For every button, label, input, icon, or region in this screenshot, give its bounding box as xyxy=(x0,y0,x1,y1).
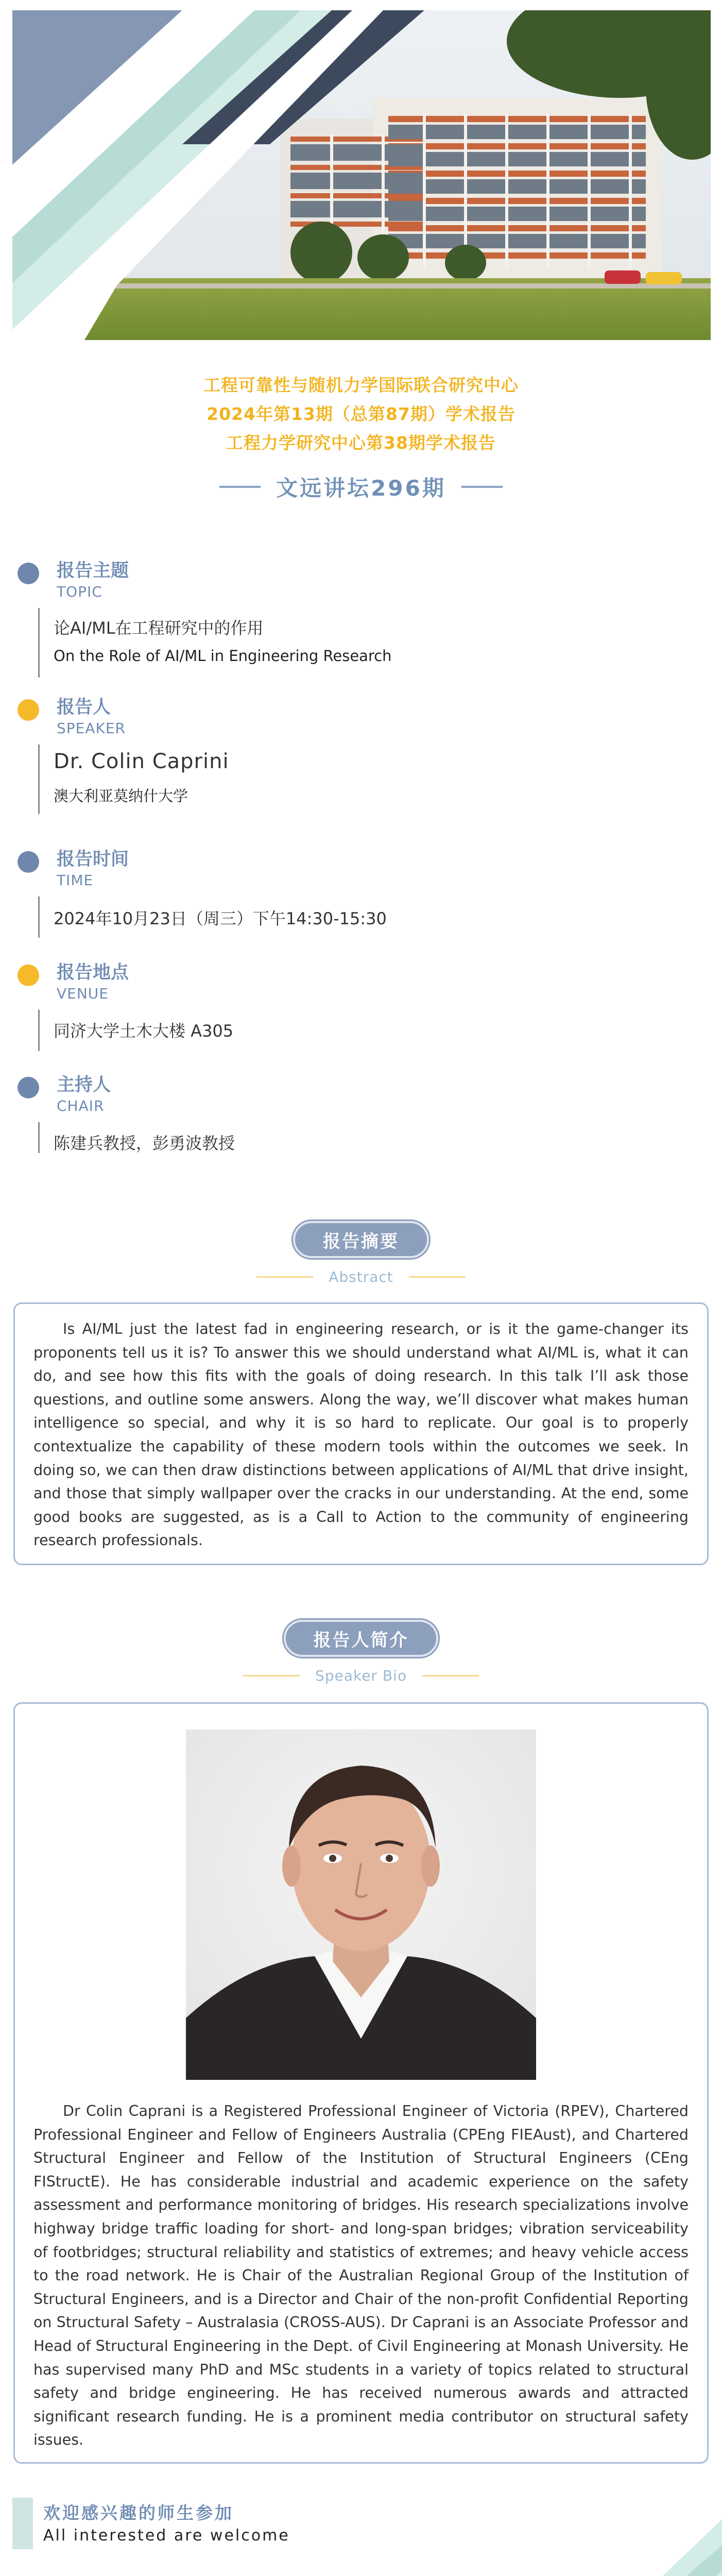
issue-title: 2024年第13期（总第87期）学术报告 xyxy=(207,404,515,424)
welcome-note xyxy=(12,2498,424,2549)
time-label: 报告时间 xyxy=(57,849,129,870)
forum-title: 文远讲坛296期 xyxy=(276,476,446,501)
abstract-card xyxy=(13,1302,709,1565)
speaker-block xyxy=(15,693,695,832)
divider-line xyxy=(38,608,40,677)
venue-value: 同济大学土木大楼 A305 xyxy=(54,1021,234,1041)
bio-text: Dr Colin Caprani is a Registered Professional Engineer of Victoria (RPEV), Chartered Professional Engineer and Fellow of Engineers Australia (CPEng FIEAust), and Chartered Structural Engineer and Fellow of the Institution of Structural Engineers (CEng FIStructE). He has considerable industrial and academic experience on the safety assessment and performance monitoring of bridges. His research specializations involve highway bridge traffic loading for short- and long-span bridges; vibration serviceability of footbridges; structural reliability and statistics of extremes; and heavy vehicle access to the road network. He is Chair of the Australian Regional Group of the Institution of Structural Engineers, and is a Director and Chair of the non-profit Confidential Reporting on Structural Safety – Australasia (CROSS-AUS). Dr Caprani is an Associate Professor and Head of Structural Engineering in the Dept. of Civil Engineering at Monash University. He has supervised many PhD and MSc students in a variety of topics related to structural safety and bridge engineering. He has received numerous awards and attracted significant research funding. He is a prominent media contributor on structural safety issues. xyxy=(33,2103,689,2449)
time-label-en: TIME xyxy=(57,872,94,889)
accent-bar xyxy=(12,2498,33,2549)
welcome-cn: 欢迎感兴趣的师生参加 xyxy=(43,2503,234,2523)
sub-center-title: 工程力学研究中心第38期学术报告 xyxy=(226,433,496,453)
venue-label: 报告地点 xyxy=(57,962,129,983)
chair-block xyxy=(15,1071,695,1174)
abstract-header xyxy=(0,1221,722,1288)
chair-label-en: CHAIR xyxy=(57,1097,105,1114)
time-value: 2024年10月23日（周三）下午14:30-15:30 xyxy=(54,909,387,928)
abstract-title-en: Abstract xyxy=(329,1268,393,1285)
bio-card xyxy=(13,1702,709,2464)
center-title: 工程可靠性与随机力学国际联合研究中心 xyxy=(203,375,519,395)
speaker-name: Dr. Colin Caprini xyxy=(54,750,229,773)
bullet-dot-icon xyxy=(18,699,39,721)
abstract-title: 报告摘要 xyxy=(293,1221,429,1258)
speaker-label: 报告人 xyxy=(57,697,111,718)
divider-right xyxy=(422,1675,479,1676)
topic-label-en: TOPIC xyxy=(57,583,102,600)
divider-line xyxy=(38,1010,40,1051)
divider-left xyxy=(219,486,261,488)
divider-line xyxy=(38,744,40,814)
divider-right xyxy=(409,1276,466,1278)
bullet-dot-icon xyxy=(18,1077,39,1098)
divider-line xyxy=(38,1122,40,1153)
topic-label: 报告主题 xyxy=(57,561,129,581)
intro-titles xyxy=(0,371,722,457)
time-block xyxy=(15,845,695,948)
topic-value-en: On the Role of AI/ML in Engineering Research xyxy=(54,647,392,665)
divider-left xyxy=(243,1675,300,1676)
venue-block xyxy=(15,958,695,1061)
venue-label-en: VENUE xyxy=(57,985,109,1002)
speaker-photo xyxy=(186,1730,536,2080)
bullet-dot-icon xyxy=(18,964,39,986)
chair-value: 陈建兵教授，彭勇波教授 xyxy=(54,1133,235,1153)
welcome-en: All interested are welcome xyxy=(43,2527,290,2545)
chair-label: 主持人 xyxy=(57,1075,111,1095)
divider-line xyxy=(38,896,40,938)
speaker-affiliation: 澳大利亚莫纳什大学 xyxy=(54,787,188,805)
topic-block xyxy=(15,556,695,696)
abstract-text: Is AI/ML just the latest fad in engineering research, or is it the game-changer its proponents tell us it is? To answer this we should understand what AI/ML is, what it can do, and see how this fits with the goals of doing research. In this talk I’ll ask those questions, and outline some answers. Along the way, we’ll discover what makes human intelligence so special, and why it is so hard to replicate. Our goal is to properly contextualize the capability of these modern tools within the outcomes we seek. In doing so, we can then draw distinctions between applications of AI/ML that drive insight, and those that simply wallpaper over the cracks in our understanding. At the end, some good books are suggested, as is a Call to Action to the community of engineering research professionals. xyxy=(33,1320,689,1549)
bio-header xyxy=(0,1620,722,1687)
hero-banner xyxy=(12,10,711,340)
bio-title-en: Speaker Bio xyxy=(315,1667,407,1684)
hero-image xyxy=(12,10,711,340)
bullet-dot-icon xyxy=(18,563,39,584)
bio-title: 报告人简介 xyxy=(284,1620,438,1657)
speaker-label-en: SPEAKER xyxy=(57,720,126,737)
forum-heading xyxy=(0,471,722,502)
divider-left xyxy=(256,1276,313,1278)
topic-value-cn: 论AI/ML在工程研究中的作用 xyxy=(54,618,264,638)
bullet-dot-icon xyxy=(18,851,39,873)
divider-right xyxy=(461,486,503,488)
